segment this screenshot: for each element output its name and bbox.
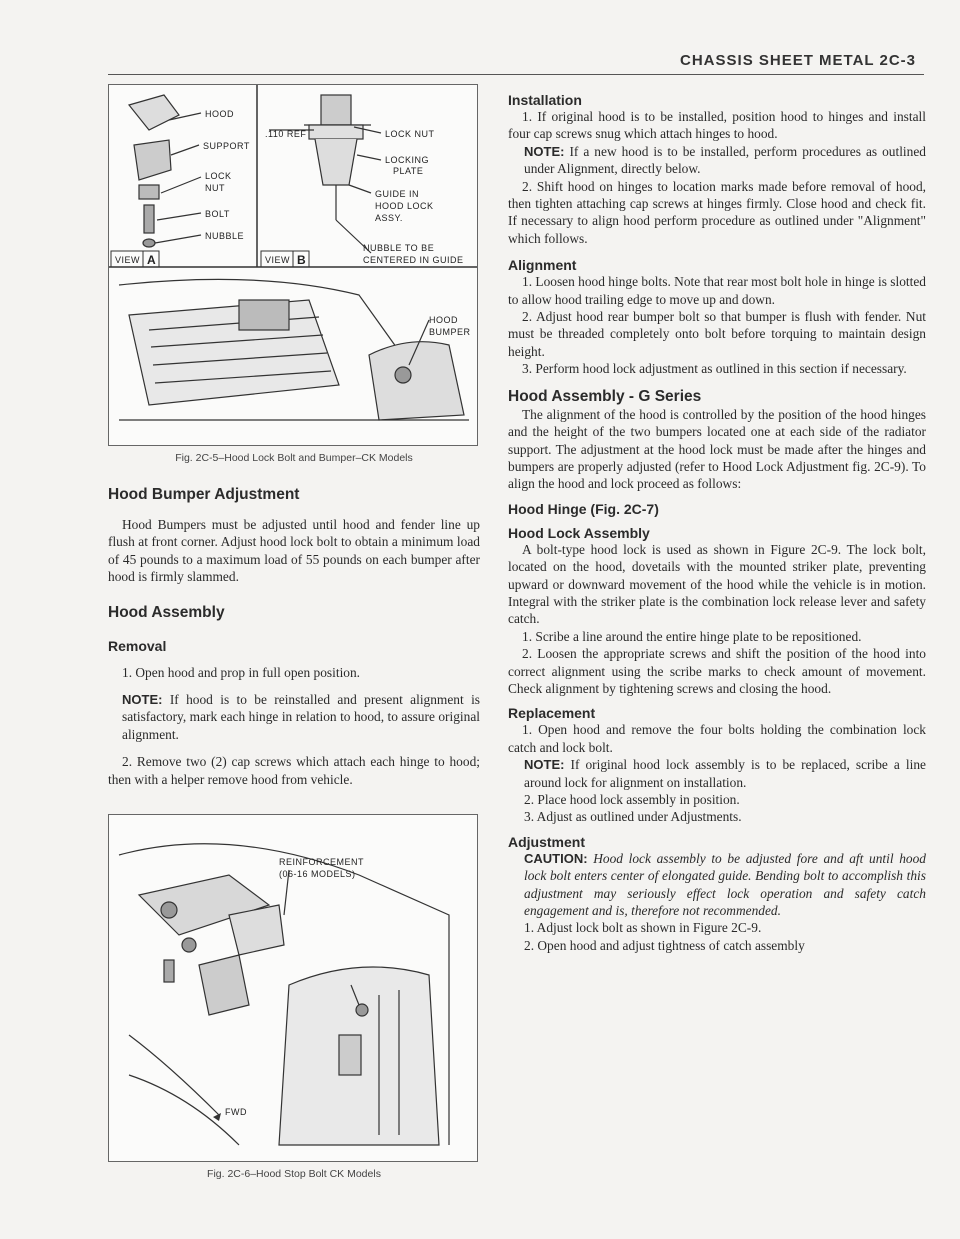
installation-step-2: 2. Shift hood on hinges to location marks made before removal of hood, then tighten attaching cap screws at hinges firmly. Close hood and check fit. If necessary to align hood perform procedure as outlined under "Alignment" which follows. <box>508 178 926 246</box>
lock-step-1: 1. Scribe a line around the entire hinge plate to be repositioned. <box>522 628 862 644</box>
heading-installation: Installation <box>508 92 582 108</box>
header-rule <box>108 74 924 75</box>
label-lock: LOCK <box>205 171 232 181</box>
replacement-step-1: 1. Open hood and remove the four bolts holding the combination lock catch and lock bolt. <box>508 722 926 755</box>
label-guide-3: ASSY. <box>375 213 403 223</box>
removal-note-label: NOTE: <box>122 692 163 708</box>
heading-removal: Removal <box>108 637 167 654</box>
view-a-drawing <box>129 95 201 247</box>
replacement-note <box>508 756 926 791</box>
right-column <box>508 92 926 954</box>
heading-hood-assembly: Hood Assembly <box>108 603 225 621</box>
replacement-step-2: 2. Place hood lock assembly in position. <box>524 792 740 807</box>
lock-step-2: 2. Loosen the appropriate screws and shift the position of the hood into correct alignment using the scribe marks to check amount of movement. Check alignment by tightening screws and closing the hood. <box>508 646 926 696</box>
label-reinforcement: REINFORCEMENT <box>279 857 364 868</box>
installation-step-1: 1. If original hood is to be installed, position hood to hinges and install four cap screws snug which attach hinges to hood. <box>508 109 926 142</box>
label-guide-1: GUIDE IN <box>375 189 420 199</box>
label-ref: .110 REF <box>265 129 307 139</box>
figure-2c-6-caption: Fig. 2C-6–Hood Stop Bolt CK Models <box>207 1168 381 1181</box>
figure-2c-6-illustration <box>109 815 477 1161</box>
label-fwd: FWD <box>225 1107 247 1118</box>
label-view-b: VIEW <box>265 255 291 265</box>
adjustment-step-1: 1. Adjust lock bolt as shown in Figure 2C-9. <box>524 920 762 936</box>
caution-text: Hood lock assembly to be adjusted fore and aft until hood lock bolt enters center of elongated guide. Bending bolt to accomplish this adjustment may seriously effect lock operation and safety catch engagement and is, therefore not recommended. <box>524 850 926 919</box>
adjustment-step-2: 2. Open hood and adjust tightness of catch assembly <box>524 937 805 953</box>
label-plate: PLATE <box>393 166 424 176</box>
removal-note-text: If hood is to be reinstalled and present alignment is satisfactory, mark each hinge in relation to hood, to assure original alignment. <box>122 692 480 742</box>
replacement-note-text: If original hood lock assembly is to be replaced, scribe a line around lock for alignment on installation. <box>524 757 926 790</box>
label-support: SUPPORT <box>203 141 250 151</box>
view-b-drawing <box>269 95 381 253</box>
label-nubble-be-1: NUBBLE TO BE <box>363 243 435 253</box>
label-view-b-letter: B <box>297 253 306 267</box>
heading-alignment: Alignment <box>508 257 577 274</box>
paragraph-g-series: The alignment of the hood is controlled by the position of the hood hinges and the height of the two bumpers located one at each side of the radiator support. The adjustment at the hood lock must be made after the hinges and bumpers are properly adjusted (refer to Hood Lock Adjustment fig. 2C-9). To align the hood and lock proceed as follows: <box>508 406 926 492</box>
heading-hood-assembly-g-series: Hood Assembly - G Series <box>508 387 702 405</box>
figure-2c-5-caption: Fig. 2C-5–Hood Lock Bolt and Bumper–CK Models <box>175 452 413 464</box>
grille-drawing <box>119 279 469 420</box>
heading-hood-bumper-adjustment: Hood Bumper Adjustment <box>108 486 300 503</box>
heading-adjustment: Adjustment <box>508 833 585 850</box>
alignment-step-2: 2. Adjust hood rear bumper bolt so that bumper is flush with fender. Nut must be threaded completely onto bolt before torquing to maintain design height. <box>508 309 926 359</box>
label-hood-bumper-1: HOOD <box>429 315 458 325</box>
stop-bolt-drawing <box>119 844 449 1145</box>
label-locking: LOCKING <box>385 155 430 165</box>
label-bolt: BOLT <box>205 209 230 219</box>
removal-step-2: 2. Remove two (2) cap screws which attach each hinge to hood; then with a helper remove hood from vehicle. <box>108 754 480 787</box>
label-nut: NUT <box>205 183 225 193</box>
heading-hood-hinge: Hood Hinge (Fig. 2C-7) <box>508 500 659 517</box>
label-nubble: NUBBLE <box>205 231 245 241</box>
removal-note <box>108 691 480 743</box>
paragraph-bumper: Hood Bumpers must be adjusted until hood and fender line up flush at front corner. Adjust hood lock bolt to obtain a minimum load of 45 pounds to a maximum load of 55 pounds on each bumper after hood is firmly slammed. <box>108 517 480 585</box>
heading-hood-lock-assembly: Hood Lock Assembly <box>508 524 650 541</box>
paragraph-hood-lock: A bolt-type hood lock is used as shown in Figure 2C-9. The lock bolt, located on the hood, dovetails with the mounted striker plate, preventing upward or downward movement of the hood while the vehicle is in motion. Integral with the striker plate is the combination lock release lever and safety catch. <box>508 541 926 627</box>
heading-replacement: Replacement <box>508 705 596 722</box>
alignment-step-3: 3. Perform hood lock adjustment as outlined in this section if necessary. <box>522 361 907 377</box>
label-hood-bumper-2: BUMPER <box>429 327 471 337</box>
installation-note-label: NOTE: <box>524 143 565 159</box>
replacement-step-3: 3. Adjust as outlined under Adjustments. <box>524 809 742 825</box>
label-view-a: VIEW <box>115 255 141 265</box>
caution-label: CAUTION: <box>524 850 588 866</box>
label-nubble-be-2: CENTERED IN GUIDE <box>363 255 464 265</box>
figure-2c-6 <box>108 814 478 1162</box>
label-view-a-letter: A <box>147 253 156 267</box>
label-models: (06-16 MODELS) <box>279 869 356 880</box>
forward-arrow-icon <box>213 1113 221 1121</box>
left-column <box>108 84 480 1180</box>
installation-note <box>508 143 926 178</box>
label-hood: HOOD <box>205 109 234 119</box>
removal-step-1: 1. Open hood and prop in full open position. <box>122 664 361 680</box>
label-lock-nut: LOCK NUT <box>385 129 435 139</box>
replacement-note-label: NOTE: <box>524 757 565 773</box>
running-head: CHASSIS SHEET METAL 2C-3 <box>680 52 916 69</box>
installation-note-text: If a new hood is to be installed, perform procedures as outlined under Alignment, directly below. <box>524 143 926 177</box>
alignment-step-1: 1. Loosen hood hinge bolts. Note that rear most bolt hole in hinge is slotted to allow hood trailing edge to move up and down. <box>508 274 926 307</box>
figure-2c-5 <box>108 84 478 446</box>
label-guide-2: HOOD LOCK <box>375 201 434 211</box>
caution-block <box>508 850 926 920</box>
figure-2c-5-illustration <box>109 85 477 445</box>
